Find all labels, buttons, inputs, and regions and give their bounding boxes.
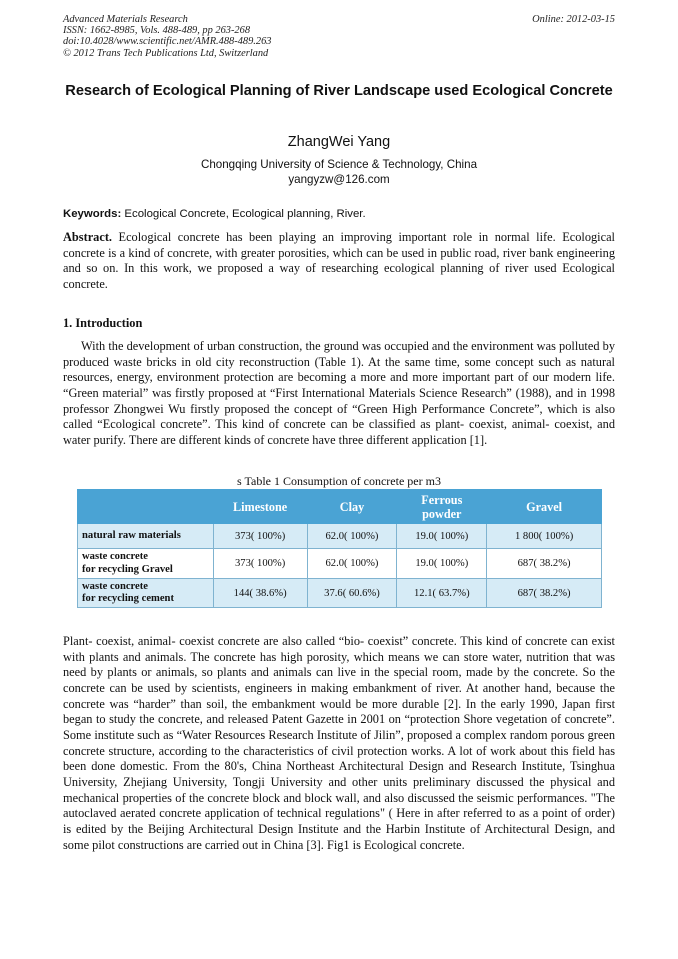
keywords [63, 208, 615, 220]
row-label-line1: waste concrete [82, 551, 148, 562]
table-cell: 37.6( 60.6%) [307, 579, 397, 608]
table-cell: 19.0( 100%) [397, 549, 487, 579]
table-cell: 144( 38.6%) [213, 579, 307, 608]
paper-title: Research of Ecological Planning of River Landscape used Ecological Concrete [65, 83, 613, 99]
table-row [78, 549, 602, 579]
table-cell: 687( 38.2%) [487, 579, 602, 608]
table-header-row [78, 490, 602, 524]
table-cell: 373( 100%) [213, 549, 307, 579]
row-label [78, 524, 214, 549]
table-cell: 687( 38.2%) [487, 549, 602, 579]
journal-copyright: © 2012 Trans Tech Publications Ltd, Switzerland [63, 47, 269, 59]
table-header-clay: Clay [307, 490, 397, 524]
table-header-limestone: Limestone [213, 490, 307, 524]
abstract [63, 230, 615, 293]
table-cell: 373( 100%) [213, 524, 307, 549]
table-cell: 1 800( 100%) [487, 524, 602, 549]
keywords-label: Keywords: [63, 208, 122, 220]
journal-name: Advanced Materials Research [63, 14, 188, 25]
abstract-text: Ecological concrete has been playing an improving important role in normal life. Ecological concrete is a kind of concrete, with greater porosities, which can be used in public road, river bank engineering and so on. In this work, we proposed a way of researching ecological planning of river used Ecological concrete. [63, 230, 615, 291]
row-label-line2: for recycling cement [82, 593, 174, 604]
row-label [78, 579, 214, 608]
row-label-line2: for recycling Gravel [82, 563, 173, 575]
table-cell: 62.0( 100%) [307, 524, 397, 549]
journal-issn: ISSN: 1662-8985, Vols. 488-489, pp 263-268 [63, 25, 251, 37]
table-header-gravel: Gravel [487, 490, 602, 524]
table-cell: 19.0( 100%) [397, 524, 487, 549]
table-header-empty [78, 490, 214, 524]
author-email: yangyzw@126.com [288, 172, 390, 186]
affiliation: Chongqing University of Science & Technology, China [200, 158, 478, 171]
body-paragraph-2 [63, 634, 615, 853]
keywords-text: Ecological Concrete, Ecological planning, River. [124, 208, 366, 220]
table-header-ferrous-powder: Ferrous powder [397, 490, 487, 524]
abstract-label: Abstract. [63, 230, 113, 244]
introduction-paragraph [63, 339, 615, 449]
author-affiliation-block [63, 158, 615, 187]
row-label [78, 549, 214, 579]
table-cell: 62.0( 100%) [307, 549, 397, 579]
journal-doi: doi:10.4028/www.scientific.net/AMR.488-489.263 [63, 36, 272, 48]
table-cell: 12.1( 63.7%) [397, 579, 487, 608]
consumption-table [77, 489, 602, 608]
table-row [78, 579, 602, 608]
journal-header [63, 14, 615, 59]
para2-text: Plant- coexist, animal- coexist concrete are also called “bio- coexist” concrete. This kind of concrete can exist with plants and animals. The concrete has high porosity, which means we can store water, nutrition that was need by plants or animals, so plants and animals can live in the special room, made by the concrete. So the concrete can be used by scientists, engineers in making embankment of river. At another hand, because the concrete was “harder” than soil, the embankment would be more durable [2]. In the early 1990, Japan first began to study the concrete, and released Patent Gazette in 2001 on “protection Shore vegetation of concrete”. Some institute such as “Water Resources Research Institute of Jilin”, proposed a complex random porous green concrete structure, according to the characteristics of civil protection works. A lot of work about this field has been done domestic. From the 80's, China Northeast Architectural Design and Research Institute, Tsinghua University, Zhejiang University, Tongji University and other units preliminary discussed the physical and mechanical properties of the concrete block and block wall, and also discussed the seismic performances. "The autoclaved aerated concrete application of technical regulations" ( Here in after referred to as a point of order) is edited by the Beijing Architectural Design Institute and the Harbin Institute of Architectural Design, and some pilot constructions are carried out in China [3]. Fig1 is Ecological concrete. [63, 634, 615, 852]
row-label-line1: natural raw materials [82, 529, 181, 541]
table-caption: s Table 1 Consumption of concrete per m3 [237, 474, 441, 488]
online-date: Online: 2012-03-15 [532, 14, 615, 25]
intro-text: With the development of urban construction, the ground was occupied and the environment was polluted by produced waste bricks in old city reconstruction (Table 1). At the same time, some concept such as natural resources, energy, environment protection are becoming a more and more important part of our modern life. “Green material” was firstly proposed at “First International Materials Science Research” (1988), and in 1998 professor Zhongwei Wu firstly proposed the concept of “Green High Performance Concrete”, which is also called “Ecological concrete”. This kind of concrete can be classified as plant- coexist, animal- coexist, and water purify. There are different kinds of concrete have three different application [1]. [63, 339, 615, 447]
table-row [78, 524, 602, 549]
row-label-line1: waste concrete [82, 580, 148, 592]
author-name: ZhangWei Yang [287, 134, 391, 150]
section-heading-introduction: 1. Introduction [63, 316, 143, 330]
